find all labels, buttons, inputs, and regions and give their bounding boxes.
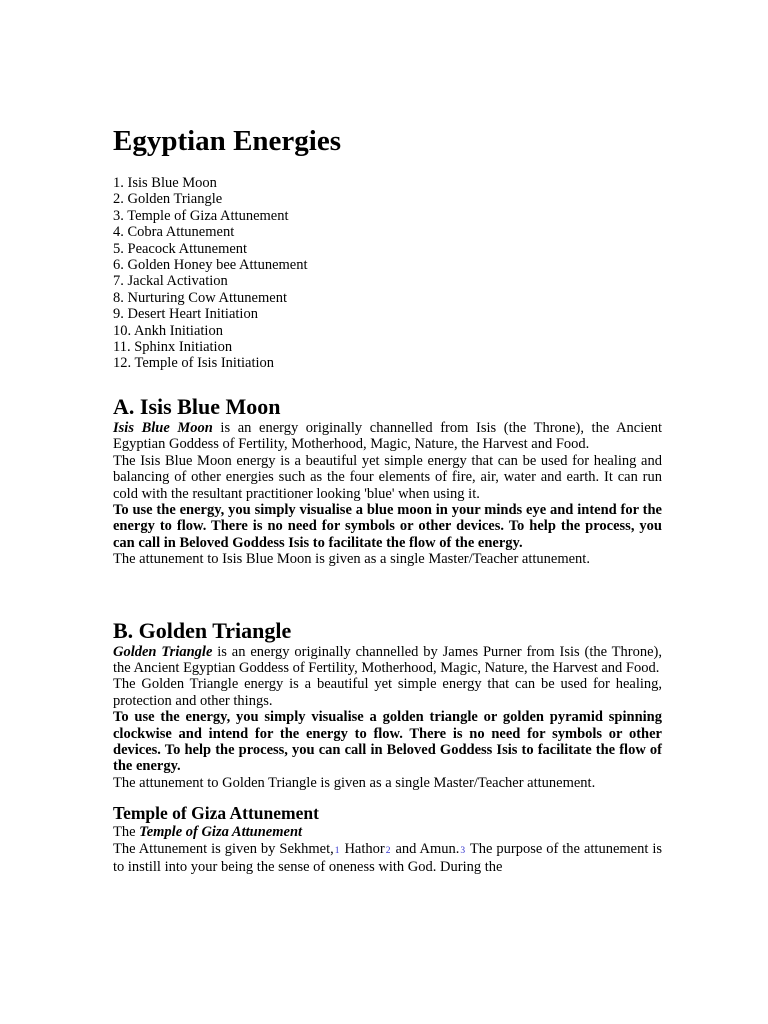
section-a-lead-text: is an energy originally channelled from Isis (the Throne), the Ancient Egyptian Goddess of Fertility, Motherhood, Magic, Nature, the Harvest and Food. bbox=[113, 419, 662, 453]
section-heading-isis-blue-moon: A. Isis Blue Moon bbox=[113, 393, 281, 419]
list-item: 7. Jackal Activation bbox=[113, 273, 228, 290]
list-item: 1. Isis Blue Moon bbox=[113, 175, 217, 191]
giza-subtitle-term: Temple of Giza Attunement bbox=[139, 824, 303, 841]
section-a-lead-term: Isis Blue Moon bbox=[113, 419, 213, 436]
section-heading-golden-triangle: B. Golden Triangle bbox=[113, 617, 292, 643]
giza-body-paragraph bbox=[113, 841, 662, 876]
footnote-ref-2[interactable]: 2 bbox=[385, 845, 391, 856]
list-item: 11. Sphinx Initiation bbox=[113, 339, 233, 356]
numbered-list bbox=[113, 175, 662, 372]
giza-text-segment: Hathor bbox=[340, 840, 385, 857]
section-b-lead-term: Golden Triangle bbox=[113, 643, 213, 660]
list-item: 6. Golden Honey bee Attunement bbox=[113, 257, 308, 274]
section-a-closing-line: The attunement to Isis Blue Moon is given as a single Master/Teacher attunement. bbox=[113, 551, 590, 568]
list-item: 2. Golden Triangle bbox=[113, 191, 223, 208]
list-item: 4. Cobra Attunement bbox=[113, 224, 235, 241]
section-b-lead-text: is an energy originally channelled by James Purner from Isis (the Throne), the Ancient Egyptian Goddess of Fertility, Motherhood, Magic, Nature, the Harvest and Food. bbox=[113, 643, 662, 676]
section-a-usage-paragraph: To use the energy, you simply visualise a blue moon in your minds eye and intend for the energy to flow. There is no need for symbols or other devices. To help the process, you can call in Beloved Goddess Isis to facilitate the flow of the energy. bbox=[113, 501, 662, 551]
list-item: 10. Ankh Initiation bbox=[113, 322, 223, 339]
giza-subtitle-line bbox=[113, 824, 662, 840]
section-b-body-paragraph: The Golden Triangle energy is a beautiful yet simple energy that can be used for healing, protection and other things. bbox=[113, 676, 662, 709]
giza-text-segment: The Attunement is given by Sekhmet, bbox=[113, 840, 334, 857]
section-a-body-paragraph: The Isis Blue Moon energy is a beautiful yet simple energy that can be used for healing and balancing of other energies such as the four elements of fire, air, water and earth. It can run cold with the resultant practitioner looking 'blue' when using it. bbox=[113, 452, 662, 502]
list-item: 9. Desert Heart Initiation bbox=[113, 306, 258, 323]
section-b-lead-paragraph bbox=[113, 644, 662, 677]
giza-text-segment: and Amun. bbox=[391, 840, 460, 857]
footnote-ref-1[interactable]: 1 bbox=[334, 845, 340, 856]
list-item: 12. Temple of Isis Initiation bbox=[113, 355, 275, 372]
giza-subtitle-prefix: The bbox=[113, 824, 140, 841]
section-heading-temple-of-giza: Temple of Giza Attunement bbox=[113, 803, 319, 824]
page-title: Egyptian Energies bbox=[113, 125, 341, 157]
giza-text-segment: The purpose of the attunement is to instill into your being the sense of oneness with God. During the bbox=[113, 840, 662, 875]
footnote-ref-3[interactable]: 3 bbox=[460, 845, 466, 856]
section-a-lead-paragraph bbox=[113, 420, 662, 453]
section-b-usage-paragraph: To use the energy, you simply visualise a golden triangle or golden pyramid spinning clockwise and intend for the energy to flow. There is no need for symbols or other devices. To help the process, you can call in Beloved Goddess Isis to facilitate the flow of the energy. bbox=[113, 709, 662, 775]
list-item: 5. Peacock Attunement bbox=[113, 240, 248, 257]
document-content bbox=[113, 0, 662, 875]
list-item: 3. Temple of Giza Attunement bbox=[113, 207, 289, 224]
list-item: 8. Nurturing Cow Attunement bbox=[113, 289, 287, 306]
section-b-closing-line: The attunement to Golden Triangle is given as a single Master/Teacher attunement. bbox=[113, 774, 596, 791]
